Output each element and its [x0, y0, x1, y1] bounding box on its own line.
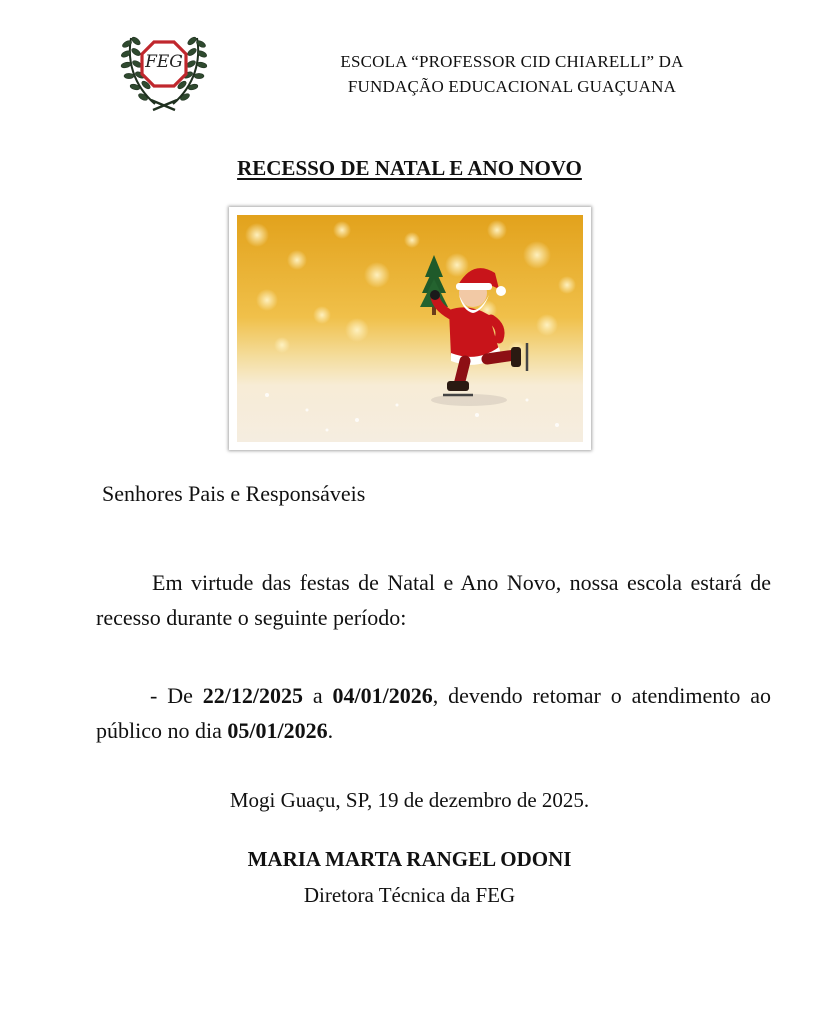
signatory-role: Diretora Técnica da FEG — [303, 883, 516, 907]
announcement-text: Em virtude das festas de Natal e Ano Novo, nossa escola estará de recesso durante o seguinte período: — [96, 570, 771, 630]
recess-period-paragraph — [96, 678, 771, 748]
period-prefix: - De — [150, 683, 203, 708]
period-middle: , devendo retomar o atendimento ao público no dia — [96, 683, 771, 743]
end-date: 04/01/2026 — [332, 683, 433, 708]
header-line-2: FUNDAÇÃO EDUCACIONAL GUAÇUANA — [347, 77, 677, 96]
santa-skating-photo — [237, 215, 583, 442]
period-suffix: . — [327, 718, 334, 743]
page-title — [0, 156, 819, 181]
christmas-photo-frame — [229, 207, 591, 450]
school-header — [292, 49, 732, 99]
announcement-paragraph — [96, 565, 771, 635]
school-logo — [117, 30, 211, 112]
signatory-name: MARIA MARTA RANGEL ODONI — [247, 847, 572, 871]
place-date-text: Mogi Guaçu, SP, 19 de dezembro de 2025. — [229, 788, 590, 812]
logo-monogram: FEG — [145, 52, 183, 72]
salutation: Senhores Pais e Responsáveis — [102, 481, 366, 506]
return-date: 05/01/2026 — [227, 718, 328, 743]
period-connector: a — [302, 683, 333, 708]
title-text: RECESSO DE NATAL E ANO NOVO — [237, 156, 582, 180]
header-line-1: ESCOLA “PROFESSOR CID CHIARELLI” DA — [340, 52, 684, 71]
place-and-date — [0, 788, 819, 813]
start-date: 22/12/2025 — [202, 683, 303, 708]
